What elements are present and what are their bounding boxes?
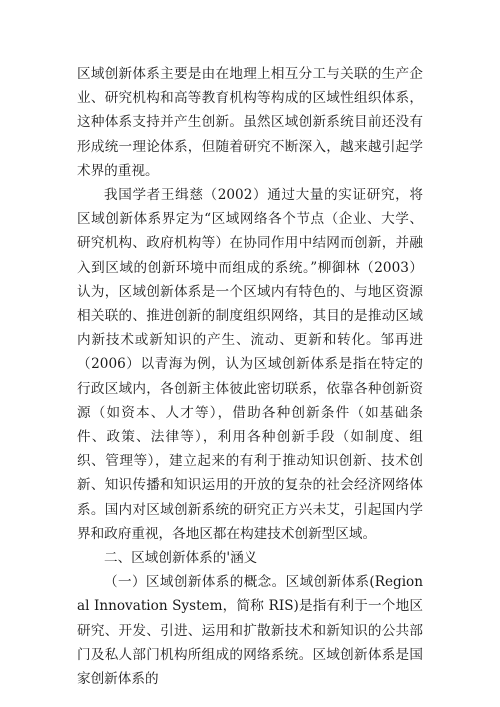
paragraph-2: 我国学者王缉慈（2002）通过大量的实证研究，将区域创新体系界定为“区域网络各个节点（企业、大学、研究机构、政府机构等）在协同作用中结网而创新，并融入到区域的创新环境中而组成的系统。”柳御林（2003）认为，区域创新体系是一个区域内有特色的、与地区资源相关联的、推进创新的制度组织网络，其目的是推动区域内新技术或新知识的产生、流动、更新和转化。邹再进（2006）以青海为例，认为区域创新体系是指在特定的行政区域内，各创新主体彼此密切联系，依靠各种创新资源（如资本、人才等），借助各种创新条件（如基础条件、政策、法律等），利用各种创新手段（如制度、组织、管理等），建立起来的有利于推动知识创新、技术创新、知识传播和知识运用的开放的复杂的社会经济网络体系。国内对区域创新系统的研究正方兴未艾，引起国内学界和政府重视，各地区都在构建技术创新型区域。 (77, 187, 423, 542)
paragraph-1: 区域创新体系主要是由在地理上相互分工与关联的生产企业、研究机构和高等教育机构等构成的区域性组织体系，这种体系支持并产生创新。虽然区域创新系统目前还没有形成统一理论体系，但随着研究不断深入，越来越引起学术界的重视。 (77, 66, 423, 179)
section-heading: 二、区域创新体系的'涵义 (104, 550, 258, 567)
paragraph-3: （一）区域创新体系的概念。区域创新体系(Regional Innovation System，简称 RIS)是指有利于一个地区研究、开发、引进、运用和扩散新技术和新知识的公共部门及私人部门机构所组成的网络系统。区域创新体系是国家创新体系的 (77, 574, 423, 688)
document-body (77, 62, 423, 691)
